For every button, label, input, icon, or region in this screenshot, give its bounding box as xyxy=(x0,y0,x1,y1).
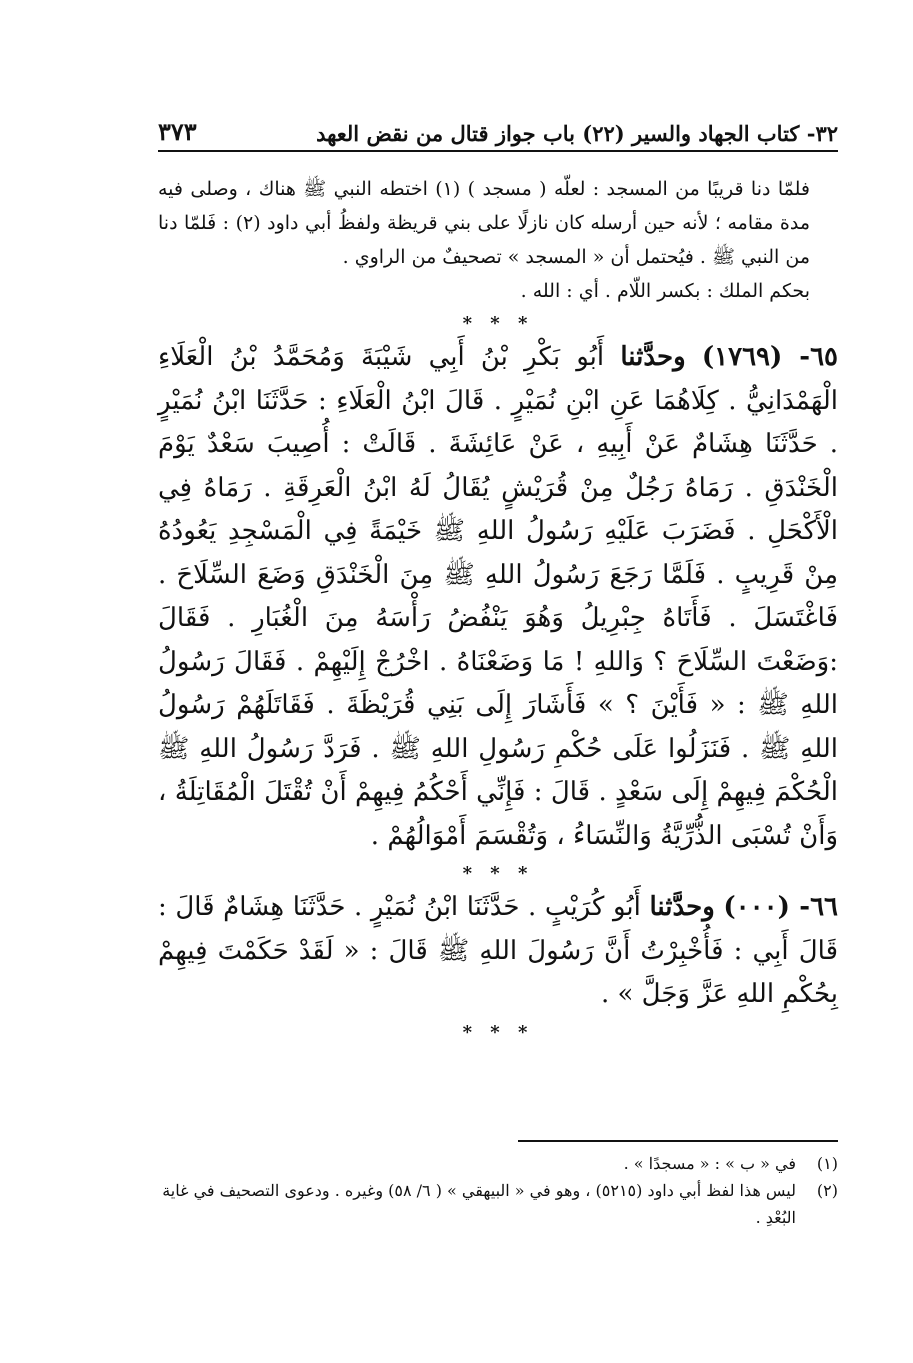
footnotes xyxy=(158,1140,838,1231)
section-separator: * * * xyxy=(462,863,534,884)
page-number: ٣٧٣ xyxy=(158,117,197,146)
hadith-lead-word: وحدَّثنا xyxy=(649,892,715,922)
hadith-65 xyxy=(158,336,838,858)
footnote-1 xyxy=(158,1150,838,1177)
commentary-paragraph: فلمّا دنا قريبًا من المسجد : لعلّه ( مسجد ) (١) اختطه النبي ﷺ هناك ، وصلى فيه مدة مقامه ؛ لأنه حين أرسله كان نازلًا على بني قريظة ولفظُ أبي داود (٢) : فَلمّا دنا من النبي ﷺ . فيُحتمل أن « المسجد » تصحيفٌ من الراوي . xyxy=(158,178,810,268)
commentary-paragraph: بحكم الملك : بكسر اللّام . أي : الله . xyxy=(520,280,810,302)
footnote-text: في « ب » : « مسجدًا » . xyxy=(623,1154,796,1173)
section-separator: * * * xyxy=(462,313,534,334)
hadith-lead-word: وحدَّثنا xyxy=(620,342,686,372)
hadith-number: ٦٦- (٠٠٠) xyxy=(723,892,838,922)
hadith-number: ٦٥- (١٧٦٩) xyxy=(701,342,839,372)
footnote-rule xyxy=(518,1140,838,1142)
footnote-2 xyxy=(158,1177,838,1231)
section-separator: * * * xyxy=(462,1021,534,1043)
footnote-number: (٢) xyxy=(816,1181,838,1200)
footnote-text: ليس هذا لفظ أبي داود (٥٢١٥) ، وهو في « البيهقي » ( ٦/ ٥٨) وغيره . ودعوى التصحيف في غاية البُعْدِ . xyxy=(162,1181,796,1227)
hadith-66 xyxy=(158,886,838,1017)
running-title: ٣٢- كتاب الجهاد والسير (٢٢) باب جواز قتال من نقض العهد xyxy=(316,121,838,146)
footnote-number: (١) xyxy=(816,1154,838,1173)
page-header xyxy=(158,112,838,152)
hadith-text: أَبُو كُرَيْبٍ . حَدَّثَنَا ابْنُ نُمَيْرٍ . حَدَّثَنَا هِشَامٌ قَالَ : قَالَ أَبِي : فَأُخْبِرْتُ أَنَّ رَسُولَ اللهِ ﷺ قَالَ : « لَقَدْ حَكَمْتَ فِيهِمْ بِحُكْمِ اللهِ عَزَّ وَجَلَّ » . xyxy=(158,892,838,1009)
hadith-text: أَبُو بَكْرِ بْنُ أَبِي شَيْبَةَ وَمُحَمَّدُ بْنُ الْعَلَاءِ الْهَمْدَانِيُّ . كِلَاهُمَا عَنِ ابْنِ نُمَيْرٍ . قَالَ ابْنُ الْعَلَاءِ : حَدَّثَنَا ابْنُ نُمَيْرٍ . حَدَّثَنَا هِشَامٌ عَنْ أَبِيهِ ، عَنْ عَائِشَةَ . قَالَتْ : أُصِيبَ سَعْدٌ يَوْمَ الْخَنْدَقِ . رَمَاهُ رَجُلٌ مِنْ قُرَيْشٍ يُقَالُ لَهُ ابْنُ الْعَرِقَةِ . رَمَاهُ فِي الْأَكْحَلِ . فَضَرَبَ عَلَيْهِ رَسُولُ اللهِ ﷺ خَيْمَةً فِي الْمَسْجِدِ يَعُودُهُ مِنْ قَرِيبٍ . فَلَمَّا رَجَعَ رَسُولُ اللهِ ﷺ مِنَ الْخَنْدَقِ وَضَعَ السِّلَاحَ . فَاغْتَسَلَ . فَأَتَاهُ جِبْرِيلُ وَهُوَ يَنْفُضُ رَأْسَهُ مِنَ الْغُبَارِ . فَقَالَ :وَضَعْتَ السِّلَاحَ ؟ وَاللهِ ! مَا وَضَعْنَاهُ . اخْرُجْ إِلَيْهِمْ . فَقَالَ رَسُولُ اللهِ ﷺ : « فَأَيْنَ ؟ » فَأَشَارَ إِلَى بَنِي قُرَيْظَةَ . فَقَاتَلَهُمْ رَسُولُ اللهِ ﷺ . فَنَزَلُوا عَلَى حُكْمِ رَسُولِ اللهِ ﷺ . فَرَدَّ رَسُولُ اللهِ ﷺ الْحُكْمَ فِيهِمْ إِلَى سَعْدٍ . قَالَ : فَإِنِّي أَحْكُمُ فِيهِمْ أَنْ تُقْتَلَ الْمُقَاتِلَةُ ، وَأَنْ تُسْبَى الذُّرِّيَّةُ وَالنِّسَاءُ ، وَتُقْسَمَ أَمْوَالُهُمْ . xyxy=(158,342,838,851)
commentary-block xyxy=(158,172,838,308)
main-text xyxy=(158,172,838,1045)
